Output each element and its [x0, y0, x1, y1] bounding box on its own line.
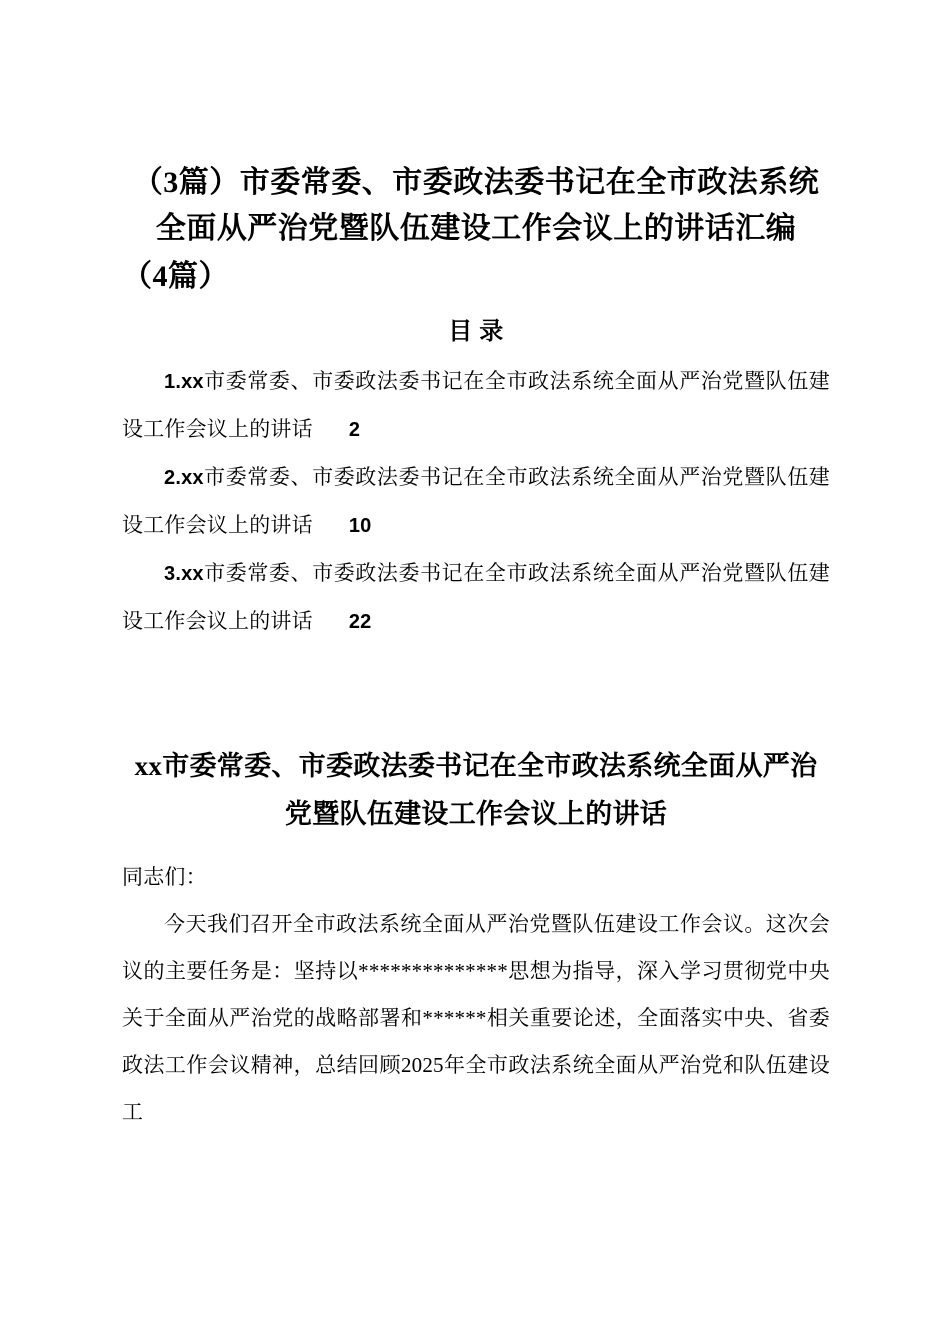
toc-entry-page: 10 [348, 515, 372, 537]
toc-entry-title: 市委常委、市委政法委书记在全市政法系统全面从严治党暨队伍建设工作会议上的讲话 [122, 561, 830, 633]
cover-subtitle: （4篇） [122, 260, 229, 293]
toc-list [122, 352, 830, 646]
article-paragraph: 今天我们召开全市政法系统全面从严治党暨队伍建设工作会议。这次会议的主要任务是：坚持以**************思想为指导，深入学习贯彻党中央关于全面从严治党的战略部署和******相关重要论述，全面落实中央、省委政法工作会议精神，总结回顾2025年全市政法系统全面从严治党和队伍建设工 [122, 912, 830, 1124]
article-salutation: 同志们： [122, 865, 207, 889]
article-heading: xx市委常委、市委政法委书记在全市政法系统全面从严治党暨队伍建设工作会议上的讲话 [134, 751, 818, 829]
toc-entry-number: 1.xx [164, 371, 204, 393]
toc-entry-page: 2 [348, 419, 361, 441]
toc-entry-1[interactable] [122, 358, 830, 454]
toc-entry-3[interactable] [122, 550, 830, 646]
toc-entry-number: 3.xx [164, 563, 204, 585]
toc-entry-title: 市委常委、市委政法委书记在全市政法系统全面从严治党暨队伍建设工作会议上的讲话 [122, 369, 830, 441]
section-spacer [122, 646, 830, 742]
toc-heading: 目 录 [448, 319, 504, 345]
toc-entry-title: 市委常委、市委政法委书记在全市政法系统全面从严治党暨队伍建设工作会议上的讲话 [122, 465, 830, 537]
toc-entry-page: 22 [348, 611, 372, 633]
toc-entry-2[interactable] [122, 454, 830, 550]
cover-title: （3篇）市委常委、市委政法委书记在全市政法系统全面从严治党暨队伍建设工作会议上的讲话汇编 [132, 166, 820, 245]
toc-entry-number: 2.xx [164, 467, 204, 489]
